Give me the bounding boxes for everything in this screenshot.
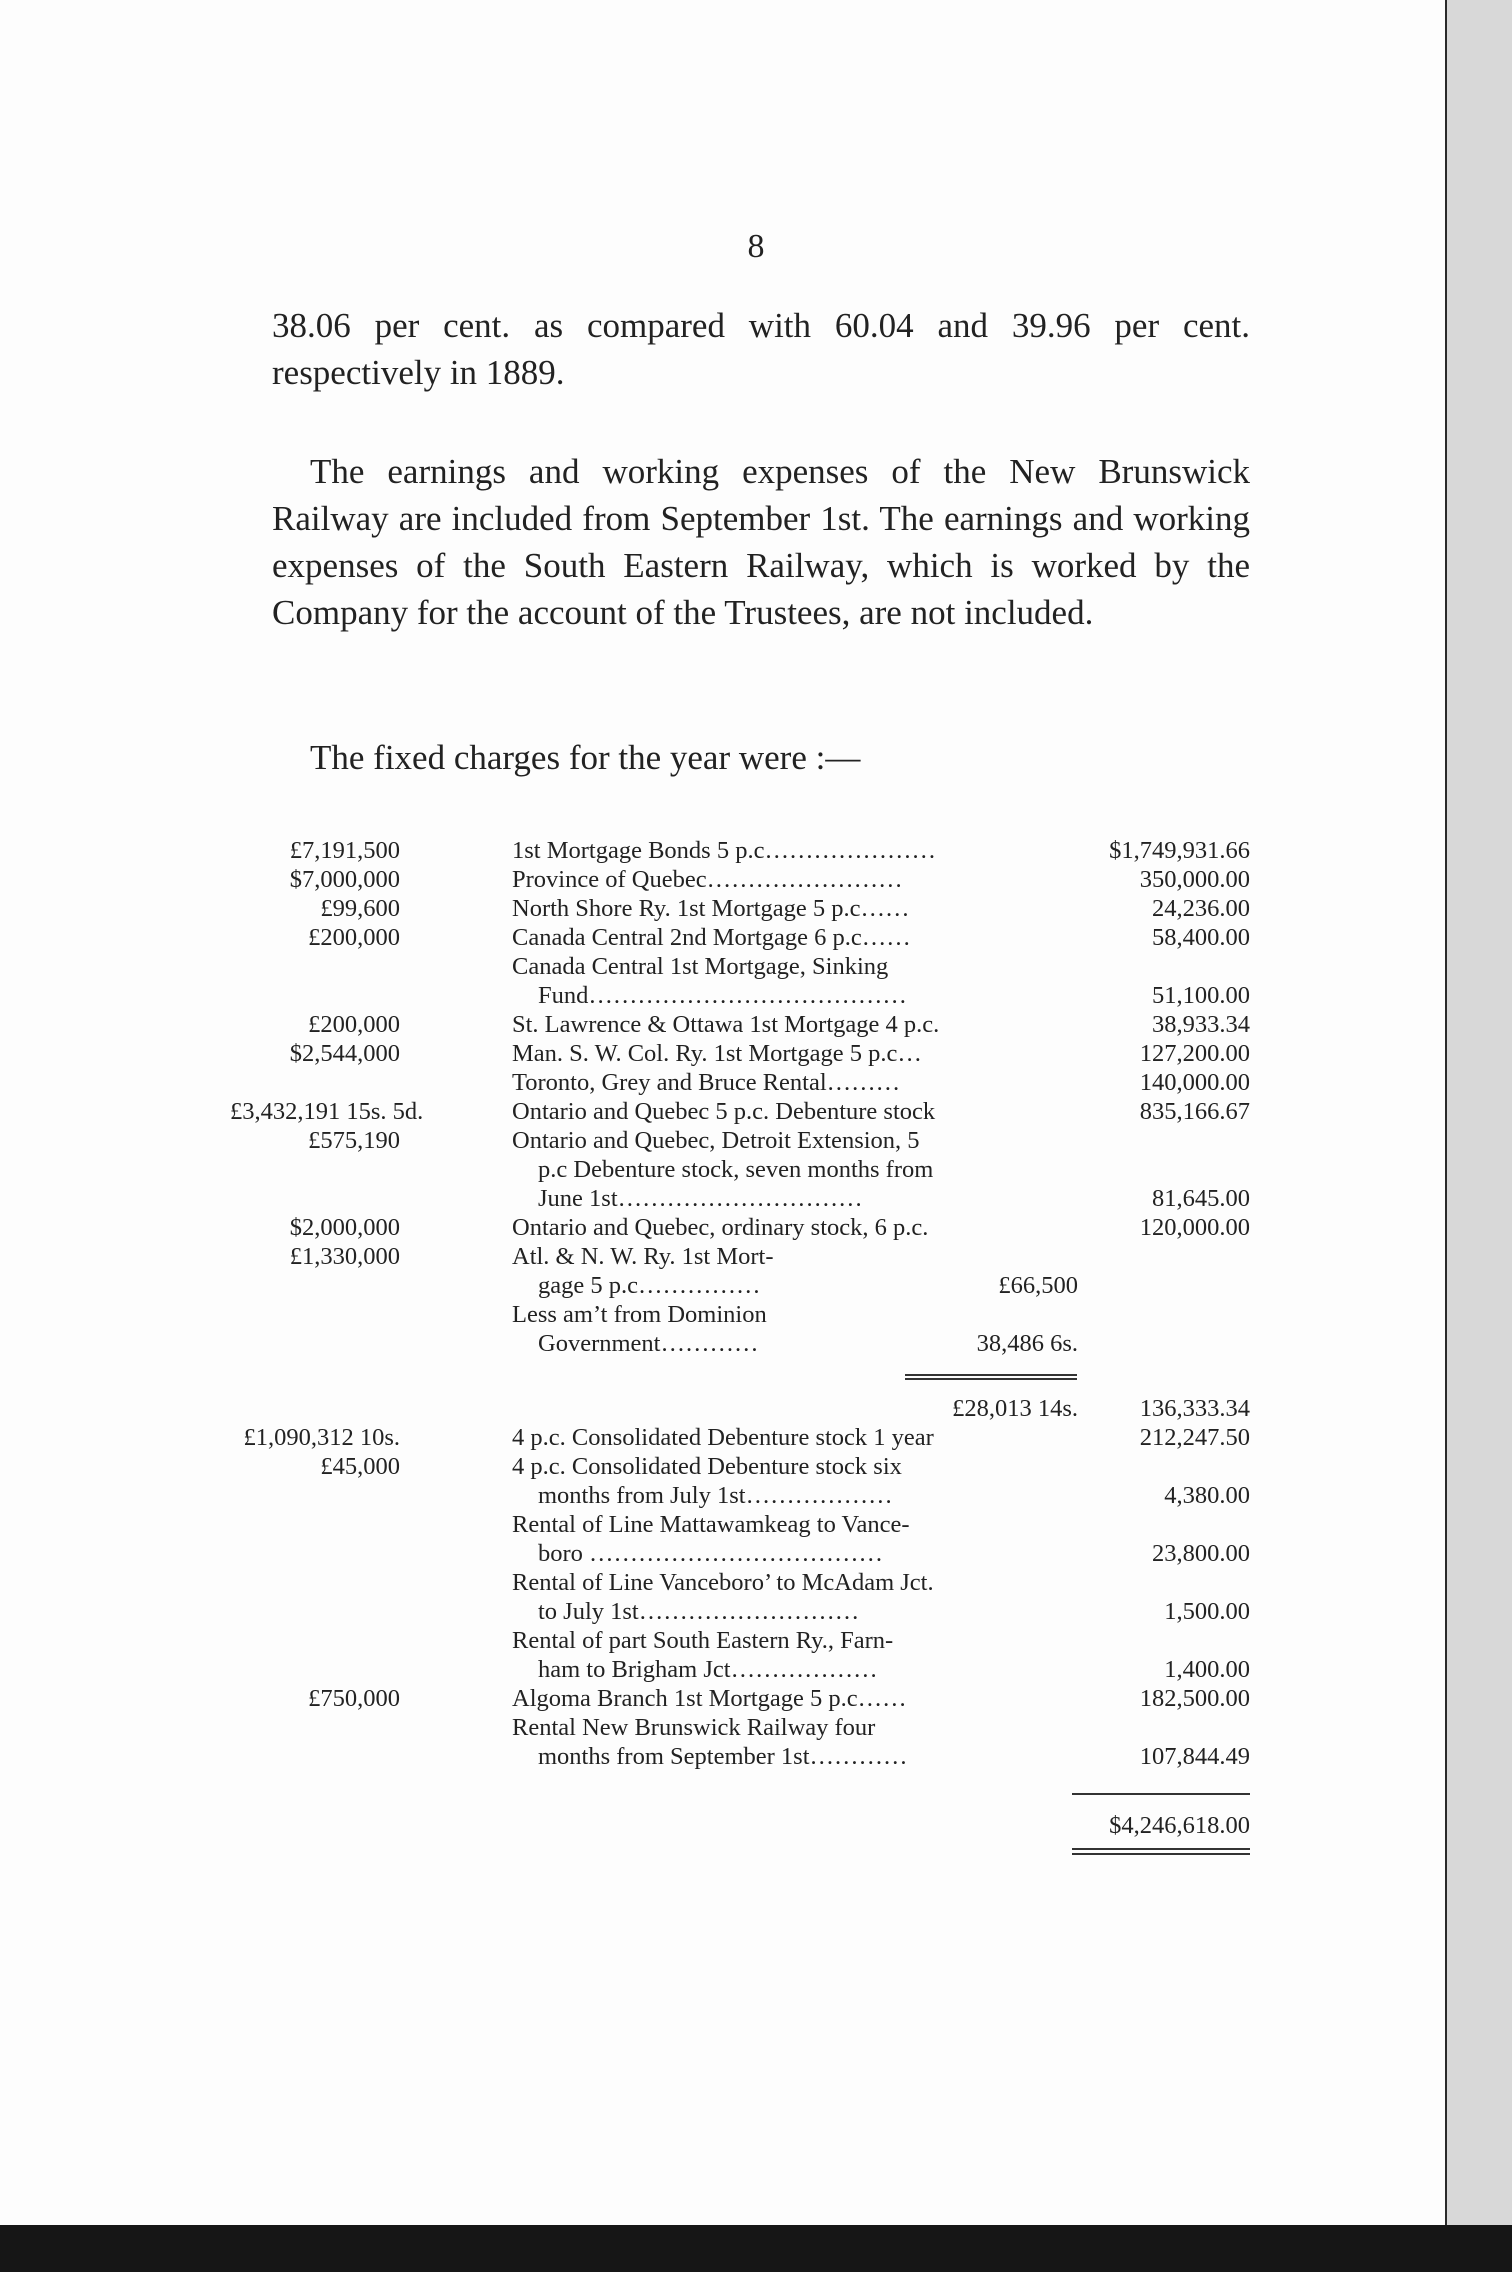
charge-amount: 1,400.00 <box>1164 1656 1250 1683</box>
description-continuation: boro ……………………………… <box>538 1540 884 1567</box>
sub-amount: 38,486 6s. <box>976 1330 1078 1357</box>
double-underline <box>1072 1848 1250 1855</box>
table-row <box>0 1242 1445 1300</box>
table-row <box>0 1300 1445 1358</box>
principal-amount: £1,330,000 <box>289 1243 400 1270</box>
table-row <box>0 1213 1445 1242</box>
description-line: Atl. & N. W. Ry. 1st Mort- <box>512 1243 774 1270</box>
principal-amount: $2,000,000 <box>289 1214 400 1241</box>
charge-description: 1st Mortgage Bonds 5 p.c………………… <box>512 837 936 864</box>
charge-amount: 835,166.67 <box>1139 1098 1250 1125</box>
description-continuation: June 1st………………………… <box>538 1185 863 1212</box>
total-amount: $4,246,618.00 <box>1109 1812 1250 1839</box>
charge-description <box>512 1510 1067 1568</box>
description-line: Rental of part South Eastern Ry., Farn- <box>512 1627 894 1654</box>
description-line: Rental of Line Mattawamkeag to Vance- <box>512 1511 910 1538</box>
description-continuation: gage 5 p.c…………… <box>538 1272 761 1299</box>
description-continuation: ham to Brigham Jct……………… <box>538 1656 878 1683</box>
table-row <box>0 1510 1445 1568</box>
total-rule <box>1072 1793 1250 1795</box>
charge-amount: 107,844.49 <box>1139 1743 1250 1770</box>
charge-description <box>512 1568 1067 1626</box>
table-row <box>0 1010 1445 1039</box>
table-row <box>0 1423 1445 1452</box>
charge-amount: 182,500.00 <box>1139 1685 1250 1712</box>
principal-amount: £575,190 <box>308 1127 400 1154</box>
subtotal-rule-row <box>0 1358 1445 1394</box>
charge-amount: 51,100.00 <box>1152 982 1250 1009</box>
earnings-paragraph: The earnings and working expenses of the New Brunswick Railway are included from September 1st. The earnings and working expenses of the South Eastern Railway, which is worked by the Company for the account of the Trustees, are not included. <box>272 452 1250 632</box>
charge-amount: 1,500.00 <box>1164 1598 1250 1625</box>
charge-description: 4 p.c. Consolidated Debenture stock 1 year <box>512 1424 934 1451</box>
charge-description: Ontario and Quebec 5 p.c. Debenture stock <box>512 1098 936 1125</box>
intro-paragraph: 38.06 per cent. as compared with 60.04 and 39.96 per cent. respectively in 1889. <box>272 306 1250 392</box>
fixed-charges-table <box>0 836 1445 1860</box>
charge-description <box>512 1126 1067 1213</box>
charge-description <box>512 1452 1067 1510</box>
charge-amount: 58,400.00 <box>1152 924 1250 951</box>
charge-description: Province of Quebec…………………… <box>512 866 903 893</box>
fixed-charges-heading: The fixed charges for the year were :— <box>310 738 861 777</box>
description-continuation: Government………… <box>538 1330 759 1357</box>
charge-description: Man. S. W. Col. Ry. 1st Mortgage 5 p.c… <box>512 1040 922 1067</box>
charge-amount: 4,380.00 <box>1164 1482 1250 1509</box>
charge-description: Toronto, Grey and Bruce Rental……… <box>512 1069 901 1096</box>
table-row <box>0 1684 1445 1713</box>
principal-amount: £99,600 <box>320 895 400 922</box>
charge-amount: 140,000.00 <box>1139 1069 1250 1096</box>
table-row <box>0 952 1445 1010</box>
description-continuation: months from July 1st……………… <box>538 1482 893 1509</box>
principal-amount: £1,090,312 10s. <box>243 1424 400 1451</box>
description-line: 4 p.c. Consolidated Debenture stock six <box>512 1453 902 1480</box>
description-line: Ontario and Quebec, Detroit Extension, 5 <box>512 1127 920 1154</box>
description-line: Less am’t from Dominion <box>512 1301 767 1328</box>
charge-description <box>512 1713 1067 1771</box>
description-continuation: months from September 1st………… <box>538 1743 908 1770</box>
scan-border <box>0 2225 1512 2272</box>
table-row <box>0 1626 1445 1684</box>
subtotal-rule <box>905 1374 1077 1380</box>
principal-amount: £3,432,191 15s. 5d. <box>230 1098 424 1125</box>
charge-amount: 23,800.00 <box>1152 1540 1250 1567</box>
charge-amount: 127,200.00 <box>1139 1040 1250 1067</box>
table-row <box>0 1039 1445 1068</box>
sub-amount: £66,500 <box>998 1272 1078 1299</box>
principal-amount: £750,000 <box>308 1685 400 1712</box>
charge-amount: 120,000.00 <box>1139 1214 1250 1241</box>
table-row <box>0 1068 1445 1097</box>
principal-amount: £7,191,500 <box>289 837 400 864</box>
description-continuation: to July 1st……………………… <box>538 1598 860 1625</box>
charge-amount: 81,645.00 <box>1152 1185 1250 1212</box>
description-line: Rental of Line Vanceboro’ to McAdam Jct. <box>512 1569 934 1596</box>
total-row <box>0 1811 1445 1840</box>
table-row <box>0 1568 1445 1626</box>
charge-description: North Shore Ry. 1st Mortgage 5 p.c…… <box>512 895 910 922</box>
table-row <box>0 1713 1445 1771</box>
table-row <box>0 1452 1445 1510</box>
charge-description: Algoma Branch 1st Mortgage 5 p.c…… <box>512 1685 907 1712</box>
page-number: 8 <box>747 228 765 265</box>
principal-amount: $2,544,000 <box>289 1040 400 1067</box>
description-line: Canada Central 1st Mortgage, Sinking <box>512 953 889 980</box>
charge-amount: 212,247.50 <box>1139 1424 1250 1451</box>
double-rule-row <box>0 1840 1445 1860</box>
charge-amount: 38,933.34 <box>1152 1011 1250 1038</box>
charge-amount: 136,333.34 <box>1139 1395 1250 1422</box>
description-continuation: Fund………………………………… <box>538 982 907 1009</box>
description-continuation: p.c Debenture stock, seven months from <box>538 1156 934 1183</box>
charge-description <box>512 1300 912 1358</box>
charge-description: St. Lawrence & Ottawa 1st Mortgage 4 p.c. <box>512 1011 940 1038</box>
book-spine-edge <box>1445 0 1512 2272</box>
charge-description <box>512 1626 1067 1684</box>
description-line: Rental New Brunswick Railway four <box>512 1714 876 1741</box>
table-row <box>0 865 1445 894</box>
charge-amount: 24,236.00 <box>1152 895 1250 922</box>
total-rule-row <box>0 1771 1445 1811</box>
principal-amount: £200,000 <box>308 1011 400 1038</box>
table-row <box>0 1097 1445 1126</box>
sub-amount: £28,013 14s. <box>952 1395 1078 1422</box>
charge-description: Ontario and Quebec, ordinary stock, 6 p.c. <box>512 1214 929 1241</box>
charge-description: Canada Central 2nd Mortgage 6 p.c…… <box>512 924 911 951</box>
charge-amount: $1,749,931.66 <box>1109 837 1250 864</box>
table-row <box>0 923 1445 952</box>
table-row <box>0 836 1445 865</box>
charge-description <box>512 952 1067 1010</box>
charge-amount: 350,000.00 <box>1139 866 1250 893</box>
table-row <box>0 894 1445 923</box>
table-row <box>0 1394 1445 1423</box>
principal-amount: $7,000,000 <box>289 866 400 893</box>
principal-amount: £200,000 <box>308 924 400 951</box>
charge-description <box>512 1242 912 1300</box>
table-row <box>0 1126 1445 1213</box>
principal-amount: £45,000 <box>320 1453 400 1480</box>
